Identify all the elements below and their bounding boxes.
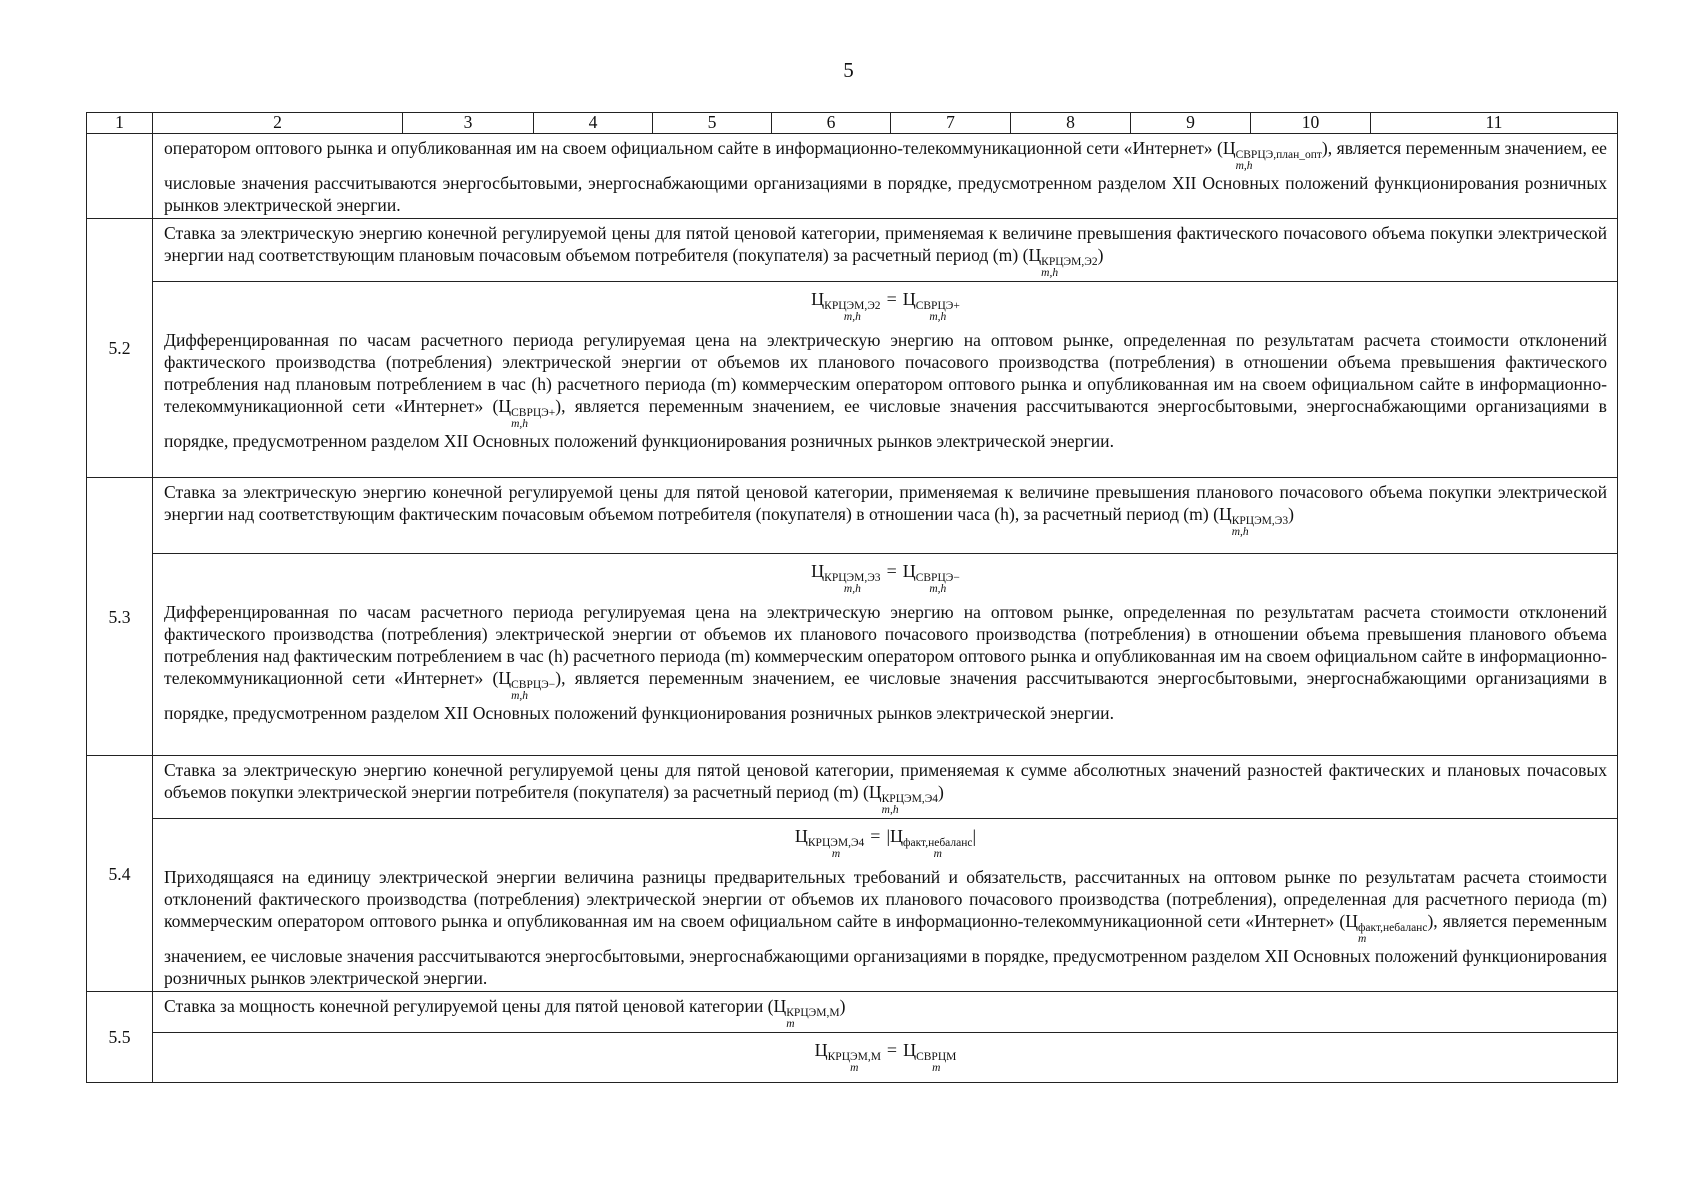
column-header: 4 — [534, 113, 653, 134]
column-header: 3 — [403, 113, 534, 134]
page-number: 5 — [843, 58, 854, 82]
section-body — [153, 819, 1618, 992]
column-header: 5 — [653, 113, 772, 134]
price-symbol: Ц факт,небаланс m — [1345, 911, 1428, 945]
formula: Ц КРЦЭМ,Э4 m = |Ц факт,небаланс m | — [794, 826, 977, 860]
section-definition: Ставка за электрическую энергию конечной регулируемой цены для пятой ценовой категории, применяемая к величине превышения планового почасового объема покупки электрической энергии над соответствующим фактическим почасовым объемом потребителя (покупателя) в отношении часа (h), за расчетный период (m) (Ц КРЦЭМ,Э3 m,h ) — [153, 478, 1618, 554]
section-row-body — [87, 282, 1618, 478]
section-number-empty — [87, 134, 153, 219]
section-definition: Ставка за электрическую энергию конечной регулируемой цены для пятой ценовой категории, применяемая к сумме абсолютных значений разностей фактических и плановых почасовых объемов покупки электрической энергии потребителя (покупателя) за расчетный период (m) (Ц КРЦЭМ,Э4 m,h ) — [153, 756, 1618, 819]
column-header: 11 — [1371, 113, 1618, 134]
formula: Ц КРЦЭМ,Э3 m,h = Ц СВРЦЭ− m,h — [811, 561, 960, 595]
price-symbol: Ц КРЦЭМ,Э3 m,h — [1218, 504, 1289, 538]
column-number-row — [87, 113, 1618, 134]
section-row-body — [87, 1033, 1618, 1083]
price-symbol: Ц КРЦЭМ,Э4 m,h — [868, 782, 939, 816]
section-body — [153, 1033, 1618, 1083]
section-explanation: Дифференцированная по часам расчетного периода регулируемая цена на электрическую энергию на оптовом рынке, определенная по результатам расчета стоимости отклонений фактического производства (потребления) электрической энергии от объемов их планового почасового производства (потребления) в отношении объема превышения планового объема потребления над фактическим потреблением в час (h) расчетного периода (m) коммерческим оператором оптового рынка и опубликованная им на своем официальном сайте в информационно-телекоммуникационной сети «Интернет» (Ц СВРЦЭ− m,h ), является переменным значением, ее числовые значения рассчитываются энергосбытовыми, энергоснабжающими организациями в порядке, предусмотренном разделом XII Основных положений функционирования розничных рынков электрической энергии. — [164, 602, 1607, 723]
column-header: 2 — [153, 113, 403, 134]
price-symbol: Ц КРЦЭМ,Э2 m,h — [1028, 245, 1098, 279]
formula: Ц КРЦЭМ,М m = Ц СВРЦМ m — [814, 1040, 957, 1074]
section-body — [153, 282, 1618, 478]
formula: Ц КРЦЭМ,Э2 m,h = Ц СВРЦЭ+ m,h — [811, 289, 960, 323]
column-header: 1 — [87, 113, 153, 134]
section-row-body — [87, 819, 1618, 992]
section-row-definition — [87, 478, 1618, 554]
section-row-definition — [87, 992, 1618, 1033]
section-body — [153, 554, 1618, 756]
section-row-definition — [87, 219, 1618, 282]
column-header: 10 — [1251, 113, 1371, 134]
section-explanation: Дифференцированная по часам расчетного периода регулируемая цена на электрическую энергию на оптовом рынке, определенная по результатам расчета стоимости отклонений фактического производства (потребления) электрической энергии от объемов их планового почасового производства (потребления) в отношении объема превышения фактического потребления над плановым потреблением в час (h) расчетного периода (m) коммерческим оператором оптового рынка и опубликованная им на своем официальном сайте в информационно-телекоммуникационной сети «Интернет» (Ц СВРЦЭ+ m,h ), является переменным значением, ее числовые значения рассчитываются энергосбытовыми, энергоснабжающими организациями в порядке, предусмотренном разделом XII Основных положений функционирования розничных рынков электрической энергии. — [164, 330, 1607, 451]
tariff-table — [86, 112, 1618, 1083]
continuation-row — [87, 134, 1618, 219]
column-header: 8 — [1011, 113, 1131, 134]
price-symbol: Ц СВРЦЭ,план_опт m,h — [1222, 138, 1322, 172]
column-header: 6 — [772, 113, 891, 134]
price-symbol: Ц КРЦЭМ,М m — [773, 996, 840, 1030]
section-row-definition — [87, 756, 1618, 819]
section-number: 5.5 — [87, 992, 153, 1083]
continuation-text: оператором оптового рынка и опубликованная им на своем официальном сайте в информационно-телекоммуникационной сети «Интернет» (Ц СВРЦЭ,план_опт m,h ), является переменным значением, ее числовые значения рассчитываются энергосбытовыми, энергоснабжающими организациями в порядке, предусмотренном разделом XII Основных положений функционирования розничных рынков электрической энергии. — [153, 134, 1618, 219]
section-explanation: Приходящаяся на единицу электрической энергии величина разницы предварительных требований и обязательств, рассчитанных на оптовом рынке по результатам расчета стоимости отклонений фактического производства (потребления) электрической энергии от объемов их планового почасового производства (потребления), определенная для расчетного периода (m) коммерческим оператором оптового рынка и опубликованная им на своем официальном сайте в информационно-телекоммуникационной сети «Интернет» (Ц факт,небаланс m ), является переменным значением, ее числовые значения рассчитываются энергосбытовыми, энергоснабжающими организациями в порядке, предусмотренном разделом XII Основных положений функционирования розничных рынков электрической энергии. — [164, 867, 1608, 988]
column-header: 7 — [891, 113, 1011, 134]
section-definition: Ставка за мощность конечной регулируемой цены для пятой ценовой категории (Ц КРЦЭМ,М m ) — [153, 992, 1618, 1033]
section-number: 5.2 — [87, 219, 153, 478]
section-number: 5.4 — [87, 756, 153, 992]
price-symbol: Ц СВРЦЭ+ m,h — [498, 396, 556, 430]
column-header: 9 — [1131, 113, 1251, 134]
section-row-body — [87, 554, 1618, 756]
price-symbol: Ц СВРЦЭ− m,h — [498, 668, 556, 702]
section-number: 5.3 — [87, 478, 153, 756]
section-definition: Ставка за электрическую энергию конечной регулируемой цены для пятой ценовой категории, применяемая к величине превышения фактического почасового объема покупки электрической энергии над соответствующим плановым почасовым объемом потребителя (покупателя) за расчетный период (m) (Ц КРЦЭМ,Э2 m,h ) — [153, 219, 1618, 282]
